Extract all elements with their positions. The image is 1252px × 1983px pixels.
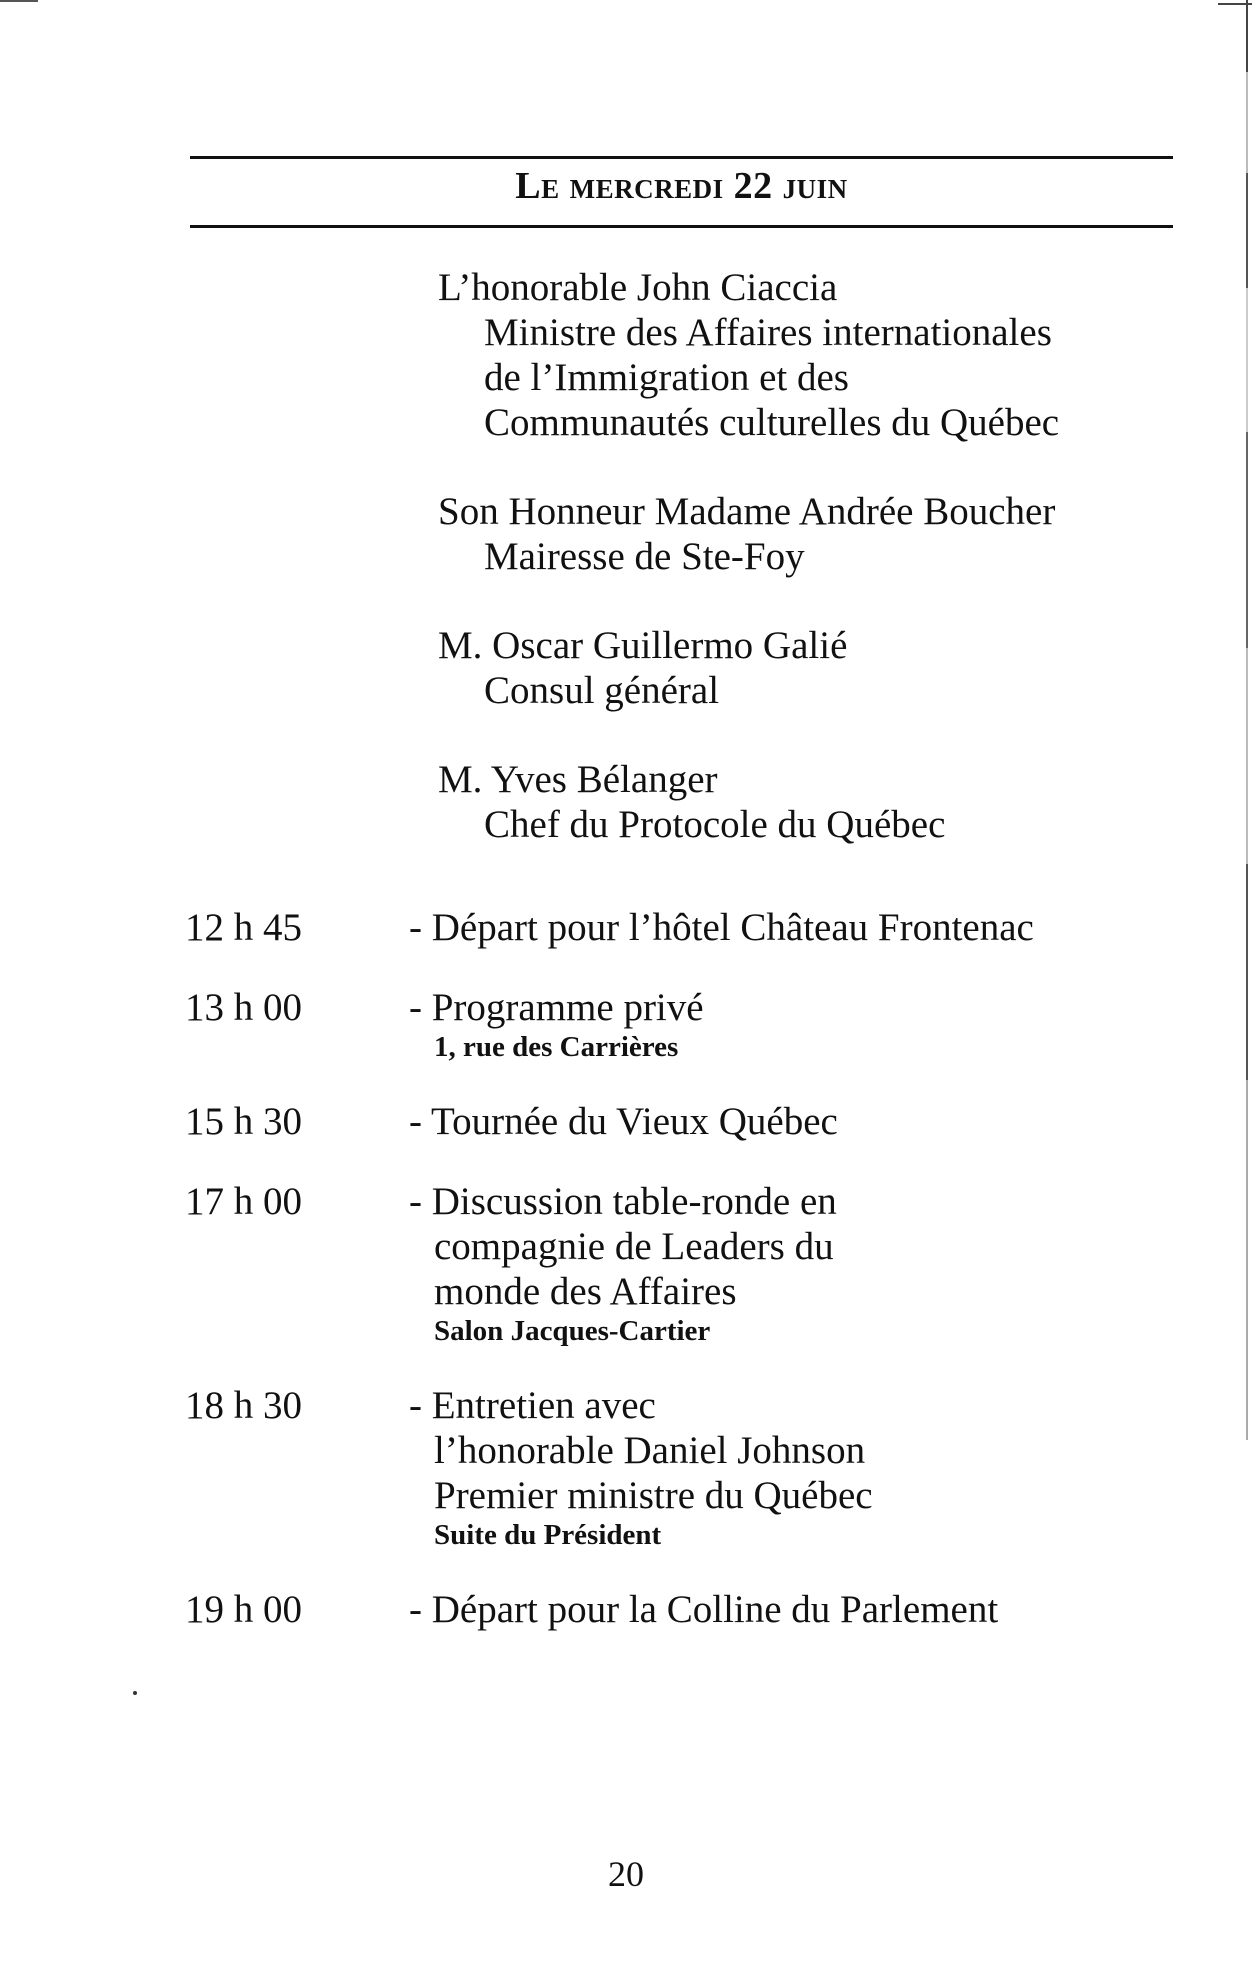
schedule-time: 19 h 00 — [185, 1588, 302, 1631]
dignitary-name: M. Oscar Guillermo Galié — [438, 624, 848, 667]
dignitary-entry — [438, 757, 1158, 847]
activity-line: monde des Affaires — [434, 1270, 737, 1313]
activity-line: Premier ministre du Québec — [434, 1474, 873, 1517]
dignitary-title-line: de l’Immigration et des — [484, 356, 849, 399]
dignitary-title-line: Communautés culturelles du Québec — [484, 401, 1060, 444]
activity-line: - Programme privé — [409, 986, 704, 1029]
dignitary-entry — [438, 489, 1158, 579]
dignitary-title-line: Chef du Protocole du Québec — [484, 803, 946, 846]
activity-line: l’honorable Daniel Johnson — [434, 1429, 866, 1472]
schedule-time: 12 h 45 — [185, 906, 302, 949]
dignitary-title-line: Ministre des Affaires internationales — [484, 311, 1052, 354]
schedule-activity — [409, 985, 1165, 1064]
dignitary-name: L’honorable John Ciaccia — [438, 266, 838, 309]
dignitary-entry — [438, 265, 1158, 445]
dignitary-name: M. Yves Bélanger — [438, 758, 718, 801]
schedule-item — [185, 1587, 1165, 1632]
page-title — [190, 164, 1173, 208]
schedule-time: 13 h 00 — [185, 986, 302, 1029]
dignitary-entry — [438, 623, 1158, 713]
dignitary-title-line: Consul général — [484, 669, 720, 712]
activity-location: 1, rue des Carrières — [434, 1031, 679, 1063]
schedule-time: 17 h 00 — [185, 1180, 302, 1223]
scan-edge-line — [1246, 0, 1248, 1440]
activity-line: - Discussion table-ronde en — [409, 1180, 837, 1223]
header-rule-bottom — [190, 225, 1173, 228]
title-weekday: e mercredi — [541, 165, 724, 207]
schedule-item — [185, 985, 1165, 1064]
schedule-item — [185, 1383, 1165, 1552]
schedule-item — [185, 905, 1165, 950]
scan-speck — [133, 1691, 137, 1695]
header-rule-top — [190, 156, 1173, 159]
dignitary-title-line: Mairesse de Ste-Foy — [484, 535, 805, 578]
schedule-activity — [409, 1587, 1165, 1632]
activity-location: Salon Jacques-Cartier — [434, 1315, 711, 1347]
title-date-number: 22 — [733, 165, 773, 207]
activity-location: Suite du Président — [434, 1519, 662, 1551]
schedule-time: 15 h 30 — [185, 1100, 302, 1143]
title-initial: L — [515, 165, 542, 207]
schedule-list — [185, 905, 1165, 1632]
schedule-activity — [409, 905, 1165, 950]
activity-line: - Tournée du Vieux Québec — [409, 1100, 838, 1143]
scan-corner-mark — [0, 0, 38, 2]
activity-line: - Départ pour l’hôtel Château Frontenac — [409, 906, 1034, 949]
schedule-time: 18 h 30 — [185, 1384, 302, 1427]
schedule-activity — [409, 1383, 1165, 1552]
activity-line: - Entretien avec — [409, 1384, 656, 1427]
page-number: 20 — [608, 1854, 644, 1894]
activity-line: compagnie de Leaders du — [434, 1225, 834, 1268]
activity-line: - Départ pour la Colline du Parlement — [409, 1588, 999, 1631]
schedule-activity — [409, 1099, 1165, 1144]
title-month: juin — [782, 165, 848, 207]
dignitaries-list — [438, 265, 1158, 891]
schedule-item — [185, 1179, 1165, 1348]
schedule-activity — [409, 1179, 1165, 1348]
schedule-item — [185, 1099, 1165, 1144]
dignitary-name: Son Honneur Madame Andrée Boucher — [438, 490, 1056, 533]
